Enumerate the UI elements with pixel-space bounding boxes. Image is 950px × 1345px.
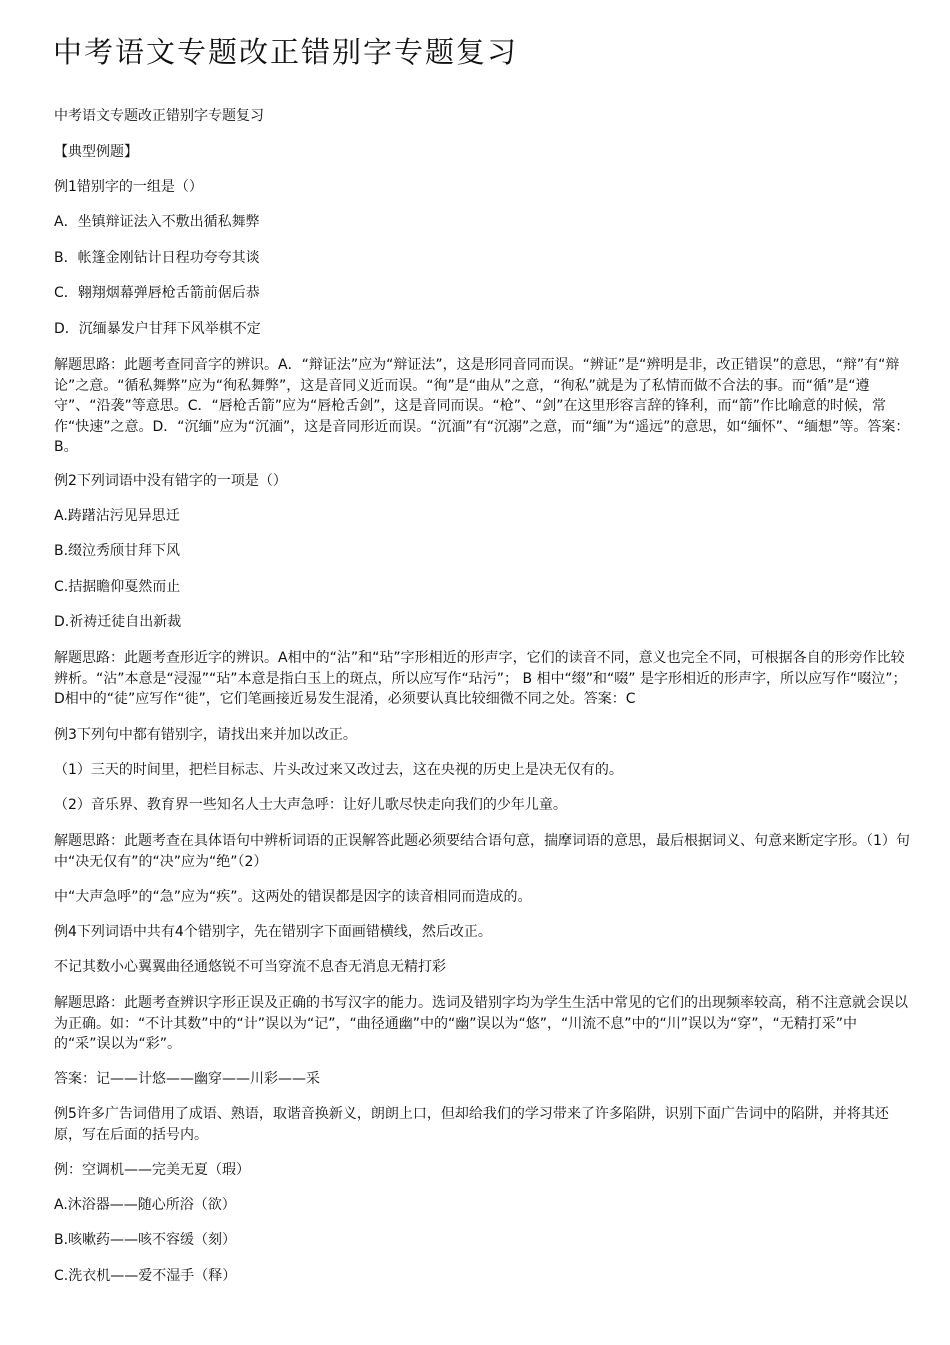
paragraph-option-b: B.缀泣秀颀甘拜下风: [54, 543, 181, 559]
paragraph-analysis-4: 解题思路：此题考查辨识字形正误及正确的书写汉字的能力。选词及错别字均为学生生活中常见的它们的出现频率较高，稍不注意就会误以为正确。如：“不计其数”中的“计”误以为“记”，“曲径通幽”中的“幽”误以为“悠”，“川流不息”中的“川”误以为“穿”，“无精打采”中的“采”误以为“彩”。: [54, 995, 908, 1052]
paragraph-option-d: D．沉缅暴发户甘拜下风举棋不定: [54, 321, 261, 337]
page-title: 中考语文专题改正错别字专题复习: [53, 35, 519, 69]
paragraph-option-a: A．坐镇辩证法入不敷出循私舞弊: [54, 214, 260, 230]
paragraph-example-4: 例4下列词语中共有4个错别字，先在错别字下面画错横线，然后改正。: [54, 924, 492, 940]
paragraph-analysis-3-cont: 中“大声急呼”的“急”应为“疾”。这两处的错误都是因字的读音相同而造成的。: [54, 889, 532, 905]
paragraph-option-c: C.拮据瞻仰戛然而止: [54, 579, 181, 595]
paragraph-option-a: A.踌躇沾污见异思迁: [54, 508, 180, 524]
paragraph-section-heading: 【典型例题】: [54, 144, 138, 160]
paragraph-option-b: B．帐篷金刚钻计日程功夸夸其谈: [54, 250, 260, 266]
paragraph-option-c: C.洗衣机——爱不湿手（释）: [54, 1268, 237, 1284]
paragraph-analysis-3: 解题思路：此题考查在具体语句中辨析词语的正误解答此题必须要结合语句意，揣摩词语的意思，最后根据词义、句意来断定字形。（1）句中“决无仅有”的“决”应为“绝”（2）: [54, 833, 910, 870]
paragraph-option-c: C．翱翔烟幕弹唇枪舌箭前倨后恭: [54, 285, 260, 301]
paragraph-analysis-1: 解题思路：此题考查同音字的辨识。A．“辩证法”应为“辩证法”，这是形同音同而误。“辨证”是“辨明是非，改正错误”的意思，“辩”有“辩论”之意。“循私舞弊”应为“徇私舞弊”，这是音同义近而误。“徇”是“曲从”之意，“徇私”就是为了私情而做不合法的事。而“循”是“遵守”、“沿袭”等意思。C．“唇枪舌箭”应为“唇枪舌剑”，这是音同而误。“枪”、“剑”在这里形容言辞的锋利，而“箭”作比喻意的时候，常作“快速”之意。D．“沉缅”应为“沉湎”，这是音同形近而误。“沉湎”有“沉溺”之意，而“缅”为“遥远”的意思，如“缅怀”、“缅想”等。答案：B。: [54, 357, 910, 455]
paragraph-example-1: 例1错别字的一组是（）: [54, 179, 203, 195]
paragraph-subtitle: 中考语文专题改正错别字专题复习: [54, 108, 264, 124]
paragraph-example-3: 例3下列句中都有错别字，请找出来并加以改正。: [54, 727, 357, 743]
paragraph-option-a: A.沐浴器——随心所浴（欲）: [54, 1197, 236, 1213]
paragraph-option-b: B.咳嗽药——咳不容缓（刻）: [54, 1232, 237, 1248]
paragraph-word-list: 不记其数小心翼翼曲径通悠锐不可当穿流不息杳无消息无精打彩: [54, 959, 446, 975]
paragraph-example-2: 例2下列词语中没有错字的一项是（）: [54, 473, 287, 489]
paragraph-sentence-1: （1）三天的时间里，把栏目标志、片头改过来又改过去，这在央视的历史上是决无仅有的。: [54, 762, 623, 778]
paragraph-sample: 例：空调机——完美无夏（瑕）: [54, 1162, 250, 1178]
paragraph-sentence-2: （2）音乐界、教育界一些知名人士大声急呼：让好儿歌尽快走向我们的少年儿童。: [54, 797, 567, 813]
paragraph-analysis-2: 解题思路：此题考查形近字的辨识。A相中的“沾”和“玷”字形相近的形声字，它们的读音不同，意义也完全不同，可根据各自的形旁作比较辨析。“沾”本意是“浸湿”“玷”本意是指白玉上的斑点，所以应写作“玷污”； B 相中“缀”和“啜” 是字形相近的形声字，所以应写作“啜泣”； D相中的“徒”应写作“徙”，它们笔画接近易发生混淆，必须要认真比较细微不同之处。答案：C: [54, 650, 907, 707]
paragraph-example-5: 例5许多广告词借用了成语、熟语，取谐音换新义，朗朗上口，但却给我们的学习带来了许多陷阱，识别下面广告词中的陷阱，并将其还原，写在后面的括号内。: [54, 1106, 889, 1143]
paragraph-answer-4: 答案：记——计悠——幽穿——川彩——采: [54, 1071, 320, 1087]
paragraph-option-d: D.祈祷迁徒自出新裁: [54, 614, 182, 630]
